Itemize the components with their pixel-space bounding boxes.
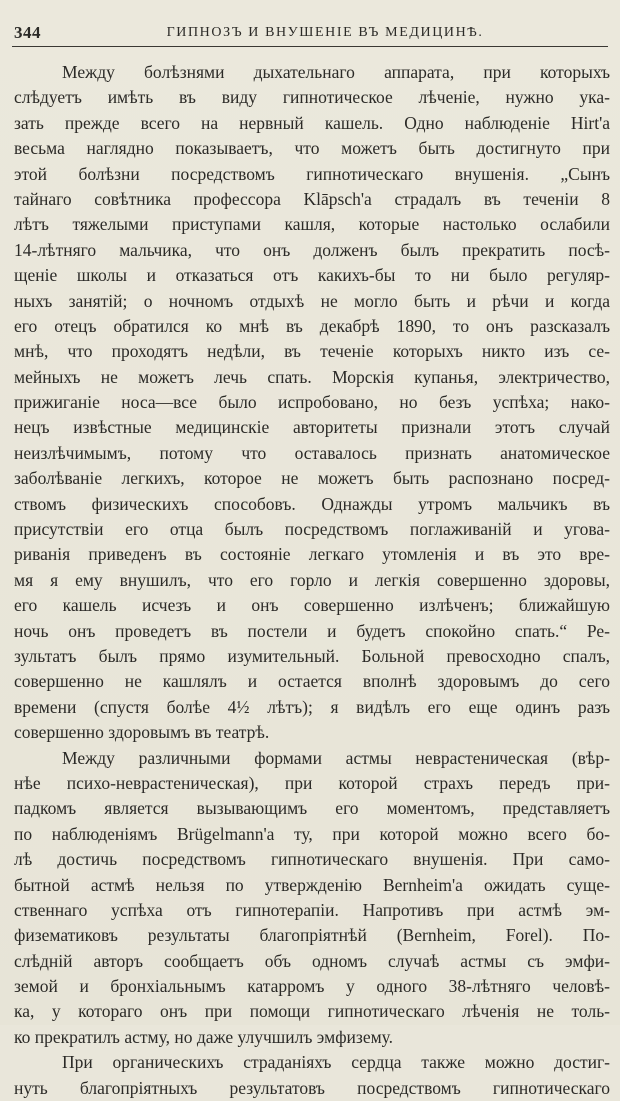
text-line: риванія приведенъ въ состояніе легкаго утомленія и въ это вре-: [14, 544, 610, 565]
page-header: [14, 22, 606, 44]
text-line: щеніе школы и отказаться отъ какихъ-бы то ни было регуляр-: [14, 265, 610, 286]
page-number: 344: [14, 23, 41, 42]
text-line: мейныхъ не можетъ лечь спать. Морскія купанья, электричество,: [14, 366, 610, 387]
text-line: ко прекратилъ астму, но даже улучшилъ эмфизему.: [14, 1026, 394, 1047]
text-line: мнѣ, что проходятъ недѣли, въ теченіе которыхъ никто изъ се-: [14, 341, 610, 362]
text-line: неизлѣчимымъ, потому что оставалось признать анатомическое: [14, 442, 610, 463]
text-line: заболѣваніе легкихъ, которое не можетъ быть распознано посред-: [14, 468, 610, 489]
text-line: слѣдній авторъ сообщаетъ объ одномъ случаѣ астмы съ эмфи-: [14, 950, 610, 971]
text-line: нуть благопріятныхъ результатовъ посредствомъ гипнотическаго: [14, 1077, 610, 1098]
text-line: тайнаго совѣтника профессора Klāpsch'а страдалъ въ теченіи 8: [14, 188, 610, 209]
text-line: присутствіи его отца былъ посредствомъ поглаживаній и угова-: [14, 519, 610, 540]
text-line: ныхъ занятій; о ночномъ отдыхѣ не могло быть и рѣчи и когда: [14, 290, 610, 311]
text-line: его отецъ обратился ко мнѣ въ декабрѣ 1890, то онъ разсказалъ: [14, 315, 610, 336]
header-rule: [12, 46, 608, 47]
text-line: ночь онъ проведетъ въ постели и будетъ спокойно спать.“ Ре-: [14, 620, 610, 641]
text-line: совершенно здоровымъ въ театрѣ.: [14, 722, 270, 743]
text-line: по наблюденіямъ Brügelmann'а ту, при которой можно всего бо-: [14, 823, 610, 844]
text-line: Между различными формами астмы неврастеническая (вѣр-: [62, 747, 610, 768]
text-line: 14-лѣтняго мальчика, что онъ долженъ былъ прекратить посѣ-: [14, 239, 610, 260]
text-line: ственнаго успѣха отъ гипнотерапіи. Напротивъ при астмѣ эм-: [14, 899, 610, 920]
text-line: зультатъ былъ прямо изумительный. Больной превосходно спалъ,: [14, 645, 610, 666]
text-line: прижиганіе носа—все было испробовано, но безъ успѣха; нако-: [14, 392, 610, 413]
text-line: падкомъ является вызывающимъ его моментомъ, представляетъ: [14, 798, 610, 819]
text-line: При органическихъ страданіяхъ сердца также можно достиг-: [62, 1052, 610, 1073]
text-line: лѣтъ тяжелыми приступами кашля, которые настолько ослабили: [14, 214, 610, 235]
text-line: зать прежде всего на нервный кашель. Одно наблюденіе Hirt'а: [14, 112, 610, 133]
text-line: физематиковъ результаты благопріятнѣй (Bernheim, Forel). По-: [14, 925, 610, 946]
text-line: времени (спустя болѣе 4½ лѣтъ); я видѣлъ его еще одинъ разъ: [14, 696, 610, 717]
text-line: земой и бронхіальнымъ катарромъ у одного 38-лѣтняго человѣ-: [14, 976, 610, 997]
text-line: этой болѣзни посредствомъ гипнотическаго внушенія. „Сынъ: [14, 163, 610, 184]
text-line: мя я ему внушилъ, что его горло и легкія совершенно здоровы,: [14, 569, 610, 590]
text-line: нѣе психо-неврастеническая), при которой страхъ передъ при-: [14, 772, 610, 793]
body-text: [14, 60, 610, 1101]
text-line: слѣдуетъ имѣть въ виду гипнотическое лѣченіе, нужно ука-: [14, 87, 610, 108]
text-line: ка, у котораго онъ при помощи гипнотическаго лѣченія не толь-: [14, 1001, 610, 1022]
text-line: нецъ извѣстные медицинскіе авторитеты признали этотъ случай: [14, 417, 610, 438]
text-line: лѣ достичь посредствомъ гипнотическаго внушенія. При само-: [14, 849, 610, 870]
text-line: совершенно не кашлялъ и остается вполнѣ здоровымъ до сего: [14, 671, 610, 692]
running-title: ГИПНОЗЪ И ВНУШЕНІЕ ВЪ МЕДИЦИНѢ.: [166, 25, 484, 40]
text-line: бытной астмѣ нельзя по утвержденію Bernheim'а ожидать суще-: [14, 874, 610, 895]
text-line: Между болѣзнями дыхательнаго аппарата, при которыхъ: [62, 62, 610, 82]
text-line: ствомъ физическихъ способовъ. Однажды утромъ мальчикъ въ: [14, 493, 610, 514]
text-line: его кашель исчезъ и онъ совершенно излѣченъ; ближайшую: [14, 595, 610, 616]
text-line: весьма наглядно показываетъ, что можетъ быть достигнуто при: [14, 138, 610, 159]
